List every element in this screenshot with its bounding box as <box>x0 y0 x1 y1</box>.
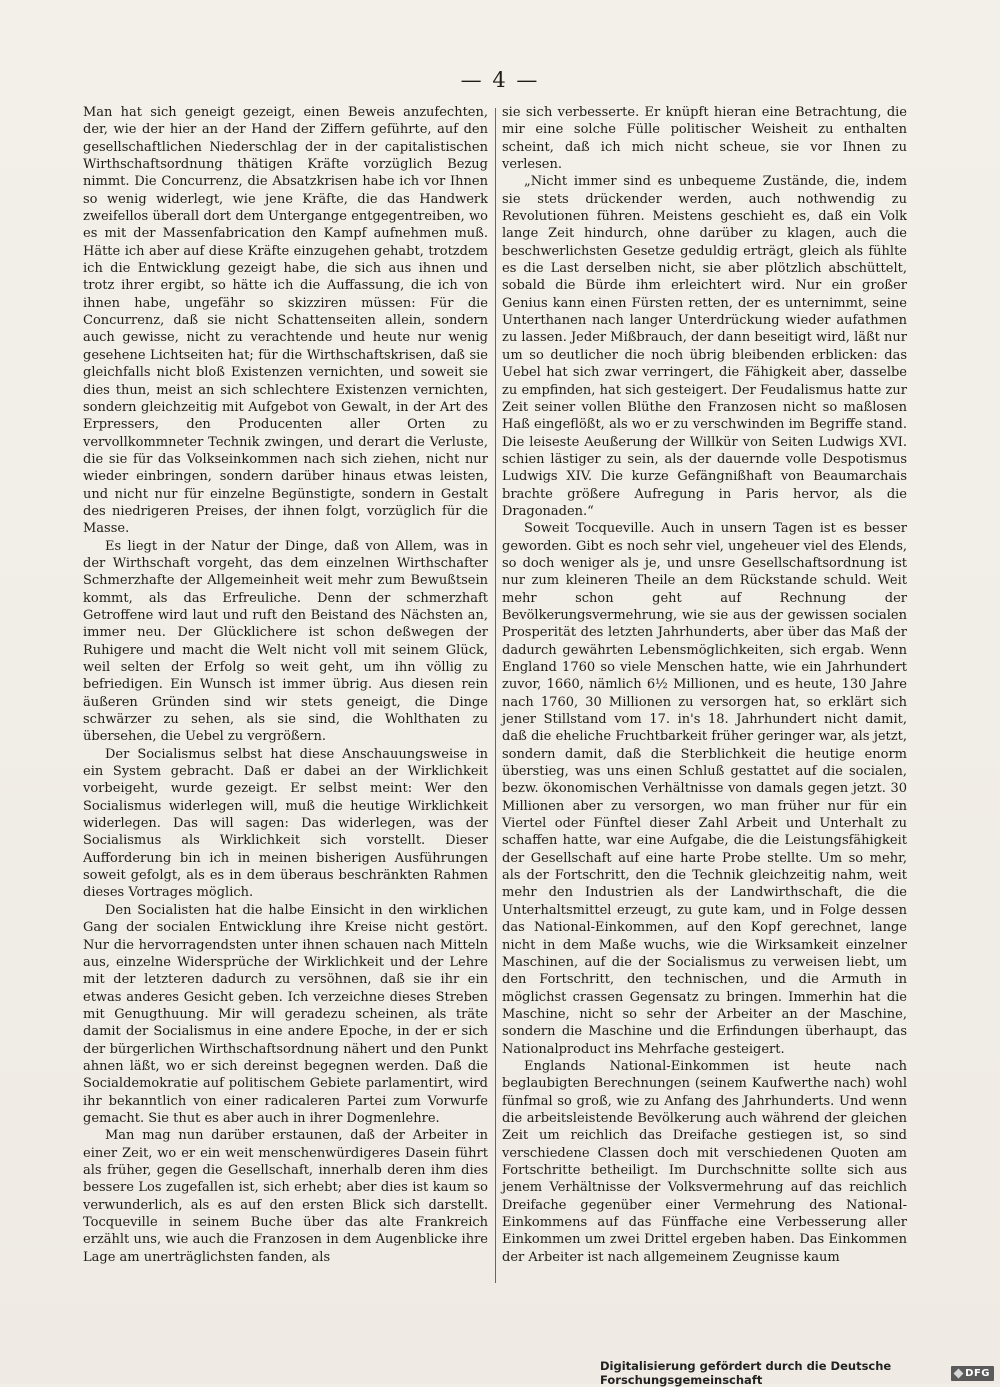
funding-text: Digitalisierung gefördert durch die Deutsche Forschungsgemeinschaft <box>600 1359 892 1387</box>
paragraph: Den Socialisten hat die halbe Einsicht in den wirklichen Gang der socialen Entwicklung ihre Kreise nicht gestört. Nur die hervorragendsten unter ihnen schauen nach Mitteln aus, einzelne Widersprüche der Wirklichkeit und der Lehre mit der letzteren dadurch zu versöhnen, daß sie ihr ein etwas anderes Gesicht geben. Ich verzeichne dieses Streben mit Genugthuung. Mir will geradezu scheinen, als träte damit der Socialismus in eine andere Epoche, in der er sich der bürgerlichen Wirthschaftsordnung nähert und den Punkt ahnen läßt, wo er sich dereinst begegnen werden. Daß die Socialdemokratie auf politischem Gebiete parlamentirt, wird ihr bekanntlich von einer radicaleren Partei zum Vorwurfe gemacht. Sie thut es aber auch in ihrer Dogmenlehre. <box>83 902 488 1126</box>
paragraph: Man mag nun darüber erstaunen, daß der Arbeiter in einer Zeit, wo er ein weit menschenwürdigeres Dasein führt als früher, gegen die Gesellschaft, innerhalb deren ihm dies bessere Los zugefallen ist, sich erhebt; aber dies ist kaum so verwunderlich, als es auf den ersten Blick sich darstellt. Tocqueville in seinem Buche über das alte Frankreich erzählt uns, wie auch die Franzosen in dem Augenblicke ihre Lage am unerträglichsten fanden, als <box>83 1128 488 1265</box>
right-column <box>502 104 907 1266</box>
quote-paragraph: „Nicht immer sind es unbequeme Zustände, die, indem sie stets drückender werden, auch nothwendig zu Revolutionen führen. Meistens geschieht es, daß ein Volk lange Zeit hindurch, ohne darüber zu klagen, auch die beschwerlichsten Gesetze geduldig erträgt, gleich als fühlte es die Last derselben nicht, sie aber plötzlich abschüttelt, sobald die Bürde ihm erleichtert wird. Nur ein großer Genius kann einen Fürsten retten, der es unternimmt, seine Unterthanen nach langer Unterdrückung wieder aufathmen zu lassen. Jeder Mißbrauch, der dann beseitigt wird, läßt nur um so deutlicher die noch übrig bleibenden erblicken: das Uebel hat sich zwar verringert, die Fähigkeit aber, dasselbe zu empfinden, hat sich gesteigert. Der Feudalismus hatte zur Zeit seiner vollen Blüthe den Franzosen nicht so maßlosen Haß eingeflößt, als wo er zu verschwinden im Begriffe stand. Die leiseste Aeußerung der Willkür von Seiten Ludwigs XVI. schien lästiger zu sein, als der dauernde volle Despotismus Ludwigs XIV. Die kurze Gefängnißhaft von Beaumarchais brachte größere Aufregung in Paris hervor, als die Dragonaden.“ <box>502 174 907 519</box>
paragraph: Soweit Tocqueville. Auch in unsern Tagen ist es besser geworden. Gibt es noch sehr viel, ungeheuer viel des Elends, so doch weniger als je, und unsre Gesellschaftsordnung ist nur zum kleineren Theile an dem Rückstande schuld. Weit mehr schon geht auf Rechnung der Bevölkerungsvermehrung, wie sie aus der gewissen socialen Prosperität des letzten Jahrhunderts, aber über das Maß der dadurch gewährten Lebensmöglichkeiten, sich ergab. Wenn England 1760 so viele Menschen hatte, wie ein Jahrhundert zuvor, 1660, nämlich 6½ Millionen, und es heute, 130 Jahre nach 1760, 30 Millionen zu versorgen hat, so erklärt sich jener Stillstand vom 17. in's 18. Jahrhundert nicht damit, daß die eheliche Fruchtbarkeit früher geringer war, als jetzt, sondern damit, daß die Sterblichkeit die heutige enorm überstieg, was uns einen Schluß gestattet auf die socialen, bezw. ökonomischen Verhältnisse von damals gegen jetzt. 30 Millionen aber zu versorgen, wo man früher nur für ein Viertel oder Fünftel dieser Zahl Arbeit und Unterhalt zu schaffen hatte, war eine Aufgabe, die die Leistungsfähigkeit der Gesellschaft auf eine harte Probe stellte. Um so mehr, als der Fortschritt, den die Technik gleichzeitig nahm, weit mehr den Industrien als der Landwirthschaft, die die Unterhaltsmittel erzeugt, zu gute kam, und in Folge dessen das National-Einkommen, auf den Kopf gerechnet, lange nicht in dem Maße wuchs, wie die Wirksamkeit einzelner Maschinen, auf die der Socialismus zu verweisen liebt, um den Fortschritt, den technischen, und die Armuth in möglichst crassen Gegensatz zu bringen. Immerhin hat die Maschine, nicht so sehr der Arbeiter an der Maschine, sondern die Maschine und die Erfindungen überhaupt, das Nationalproduct ins Mehrfache gesteigert. <box>502 521 907 1057</box>
paragraph: Man hat sich geneigt gezeigt, einen Beweis anzufechten, der, wie der hier an der Hand der Ziffern geführte, auf den gesellschaftlichen Niederschlag der in der capitalistischen Wirthschaftsordnung thätigen Kräfte vorzüglich Bezug nimmt. Die Concurrenz, die Absatzkrisen habe ich vor Ihnen so wenig widerlegt, wie jene Kräfte, die das Handwerk zweifellos überall dort dem Untergange entgegentreiben, wo es mit der Massenfabrication den Kampf aufnehmen muß. Hätte ich aber auf diese Kräfte einzugehen gehabt, trotzdem ich die Entwicklung gezeigt habe, die sich aus ihnen und trotz ihrer ergibt, so hätte ich die Auffassung, die ich von ihnen habe, ungefähr so skizziren müssen: Für die Concurrenz, daß sie nicht Schattenseiten allein, sondern auch gewisse, nicht zu verachtende und heute nur wenig gesehene Lichtseiten hat; für die Wirthschaftskrisen, daß sie gleichfalls nicht bloß Existenzen vernichten, und soweit sie dies thun, meist an sich schlechtere Existenzen vernichten, sondern gleichzeitig mit Aufgebot von Gewalt, in der Art des Erpressers, den Producenten aller Orten zu vervollkommneter Technik zwingen, und derart die Verluste, die sie für das Volkseinkommen nach sich ziehen, nicht nur wieder einbringen, sondern darüber hinaus etwas leisten, und nicht nur für einzelne Begünstigte, sondern in Gestalt des niedrigeren Preises, der ihnen folgt, vorzüglich für die Masse. <box>83 105 488 537</box>
dfg-logo <box>951 1366 994 1381</box>
paragraph: Der Socialismus selbst hat diese Anschauungsweise in ein System gebracht. Daß er dabei an der Wirklichkeit vorbeigeht, wurde gezeigt. Er selbst meint: Wer den Socialismus widerlegen will, muß die heutige Wirklichkeit widerlegen. Das will sagen: Das widerlegen, was der Socialismus als Wirklichkeit sich vorstellt. Dieser Aufforderung bin ich in meinen bisherigen Ausführungen soweit gefolgt, als es in dem überaus beschränkten Rahmen dieses Vortrages möglich. <box>83 746 488 901</box>
funding-footer <box>600 1359 1000 1387</box>
dfg-logo-text: DFG <box>965 1367 990 1379</box>
dfg-logo-mark-icon <box>954 1368 964 1378</box>
column-divider <box>495 108 496 1283</box>
left-column <box>83 104 488 1266</box>
paragraph: Englands National-Einkommen ist heute nach beglaubigten Berechnungen (seinem Kaufwerthe nach) wohl fünfmal so groß, wie zu Anfang des Jahrhunderts. Und wenn die arbeitsleistende Bevölkerung auch während der gleichen Zeit um reichlich das Dreifache gestiegen ist, so sind verschiedene Classen doch mit verschiedenen Quoten am Fortschritte betheiligt. Im Durchschnitte sollte sich aus jenem Verhältnisse der Volksvermehrung auf das reichlich Dreifache gegenüber einer Vermehrung des National-Einkommens auf das Fünffache eine Verbesserung aller Einkommen um zwei Drittel ergeben haben. Das Einkommen der Arbeiter ist nach allgemeinem Zeugnisse kaum <box>502 1058 907 1265</box>
page-number: — 4 — <box>460 68 540 92</box>
paragraph: sie sich verbesserte. Er knüpft hieran eine Betrachtung, die mir eine solche Fülle politischer Weisheit zu enthalten scheint, daß ich mich nicht scheue, sie vor Ihnen zu verlesen. <box>502 105 907 173</box>
paragraph: Es liegt in der Natur der Dinge, daß von Allem, was in der Wirthschaft vorgeht, das dem einzelnen Wirthschafter Schmerzhafte der Allgemeinheit weit mehr zum Bewußtsein kommt, als das Erfreuliche. Denn der schmerzhaft Getroffene wird laut und ruft den Beistand des Nächsten an, immer neu. Der Glücklichere ist schon deßwegen der Ruhigere und macht die Welt nicht voll mit seinem Glück, weil selten der Erfolg so weit geht, um ihn völlig zu befriedigen. Ein Wunsch ist immer übrig. Aus diesen rein äußeren Gründen sind wir stets geneigt, die Dinge schwärzer zu sehen, als sie sind, die Wohlthaten zu übersehen, die Uebel zu vergrößern. <box>83 538 488 745</box>
